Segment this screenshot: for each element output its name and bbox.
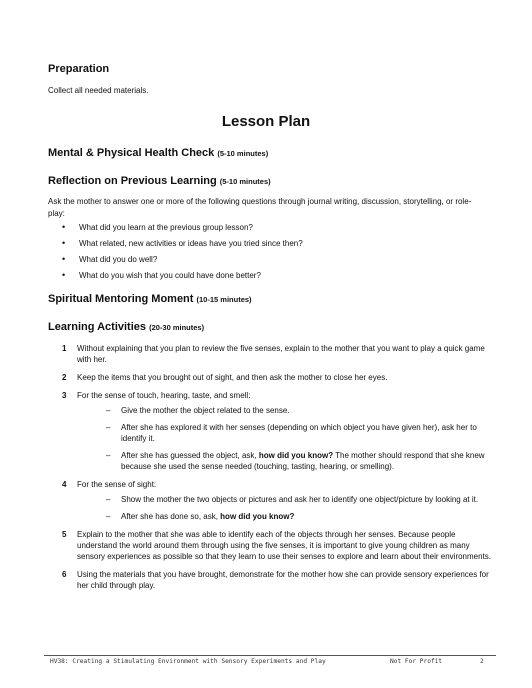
step-number: 3 — [62, 391, 67, 400]
list-item: • What do you wish that you could have done better? — [62, 270, 303, 286]
list-item: • What related, new activities or ideas have you tried since then? — [62, 238, 303, 254]
step-4 — [48, 479, 493, 522]
health-check-heading — [48, 147, 268, 159]
page-title: Lesson Plan — [221, 113, 311, 130]
reflection-title: Reflection on Previous Learning — [48, 175, 217, 187]
step-number: 4 — [62, 480, 67, 489]
step-6 — [48, 569, 493, 591]
sub-text: The mother should respond that she knew because she used the sense needed (touching, tasting, hearing, or smelling). — [121, 451, 485, 471]
sub-emphasis: how did you know? — [220, 512, 295, 521]
reflection-heading — [48, 175, 271, 187]
step-3 — [48, 390, 493, 472]
list-item: • What did you learn at the previous group lesson? — [62, 222, 303, 238]
sub-text: After she has guessed the object, ask, — [121, 451, 259, 460]
step-1 — [48, 343, 493, 365]
step-text: Without explaining that you plan to review the five senses, explain to the mother that you want to play a quick game with her. — [77, 344, 485, 364]
reflection-duration: (5-10 minutes) — [219, 177, 271, 186]
page-number: 2 — [480, 658, 484, 665]
step-text: For the sense of touch, hearing, taste, and smell: — [77, 391, 251, 400]
activities-duration: (20-30 minutes) — [149, 323, 205, 332]
step-number: 2 — [62, 373, 67, 382]
step-text: Keep the items that you brought out of sight, and then ask the mother to close her eyes. — [77, 373, 388, 382]
step-number: 6 — [62, 570, 67, 579]
footer-title: HV38: Creating a Stimulating Environment with Sensory Experiments and Play — [50, 658, 326, 665]
step-5 — [48, 529, 493, 562]
sub-item: – Give the mother the object related to the sense. — [77, 405, 493, 416]
health-check-duration: (5-10 minutes) — [217, 149, 269, 158]
sub-item: – Show the mother the two objects or pictures and ask her to identify one object/picture by looking at it. — [77, 494, 493, 505]
step-number: 1 — [62, 344, 67, 353]
mentoring-duration: (10-15 minutes) — [196, 295, 252, 304]
step-text: For the sense of sight: — [77, 480, 157, 489]
mentoring-title: Spiritual Mentoring Moment — [48, 293, 194, 305]
sub-item: – After she has explored it with her senses (depending on which object you have given her), ask her to identify it. — [77, 422, 493, 444]
activity-steps — [48, 343, 493, 598]
step-text: Explain to the mother that she was able to identify each of the objects through her senses. Because people understand the world around them through using the five senses, it is important to give young children as many sensory experiences as possible so that they learn to use their senses to explore and learn about their environments. — [77, 530, 492, 561]
step-2 — [48, 372, 493, 383]
mentoring-heading — [48, 293, 252, 305]
preparation-text: Collect all needed materials. — [48, 86, 149, 95]
footer-notice: Not For Profit — [390, 658, 443, 665]
step-text: Using the materials that you have brought, demonstrate for the mother how she can provide sensory experiences for her child through play. — [77, 570, 489, 590]
sub-item — [77, 511, 493, 522]
preparation-heading: Preparation — [48, 63, 110, 75]
footer-divider — [44, 655, 496, 656]
reflection-questions — [62, 222, 303, 286]
health-check-title: Mental & Physical Health Check — [48, 147, 215, 159]
activities-title: Learning Activities — [48, 321, 147, 333]
sub-emphasis: how did you know? — [258, 451, 334, 460]
sub-item — [77, 450, 493, 472]
list-item: • What did you do well? — [62, 254, 303, 270]
step-number: 5 — [62, 530, 67, 539]
sub-text: After she has done so, ask, — [121, 512, 221, 521]
reflection-intro: Ask the mother to answer one or more of the following questions through journal writing, discussion, storytelling, or role-play: — [48, 197, 472, 218]
activities-heading — [48, 321, 204, 333]
